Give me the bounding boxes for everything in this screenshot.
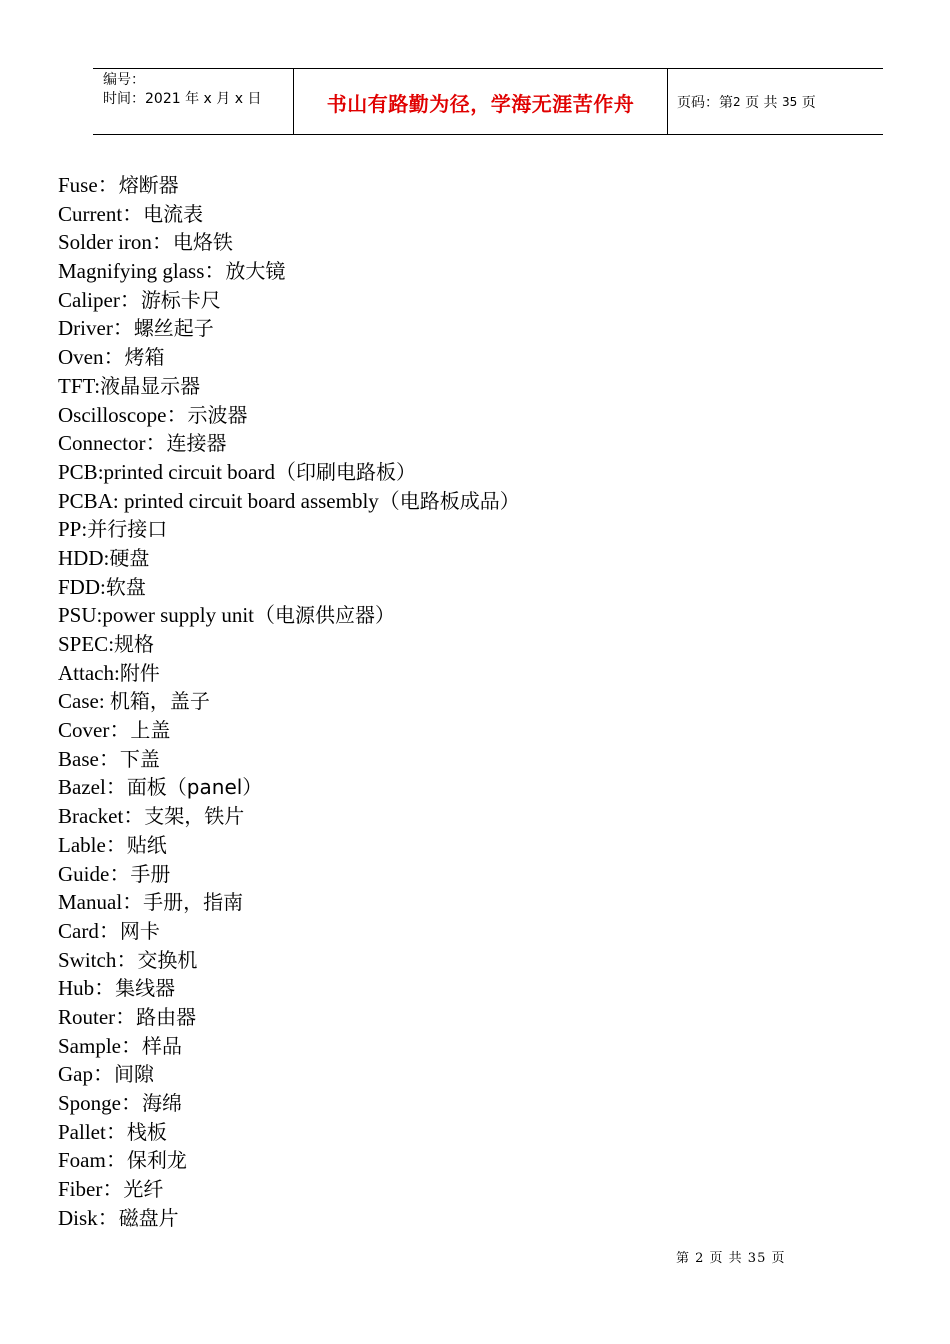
glossary-entry	[58, 601, 520, 630]
glossary-term: Caliper：	[58, 287, 141, 312]
glossary-term: TFT:	[58, 373, 101, 398]
glossary-translation: 手册，指南	[143, 890, 244, 915]
glossary-entry	[58, 630, 520, 659]
glossary-translation: 间隙	[114, 1062, 154, 1087]
glossary-term: Bracket：	[58, 804, 145, 829]
glossary-translation: 规格	[114, 632, 155, 656]
glossary-translation: 贴纸	[126, 832, 167, 857]
glossary-translation: 海绵	[142, 1091, 182, 1115]
glossary-term: Pallet：	[58, 1119, 127, 1144]
page-info-suffix: 页	[801, 95, 816, 111]
glossary-term: HDD:	[58, 545, 110, 570]
glossary-term: PSU:power supply unit（	[58, 603, 276, 628]
glossary-entry	[58, 1204, 520, 1233]
glossary-entry	[58, 1118, 520, 1147]
glossary-term: Base：	[58, 746, 120, 771]
page-footer: 第 2 页 共 35 页	[676, 1251, 786, 1266]
document-header	[93, 68, 883, 135]
glossary-translation: 并行接口	[87, 517, 168, 542]
glossary-translation: 保利龙	[126, 1148, 187, 1173]
glossary-translation: 磁盘片	[118, 1205, 179, 1230]
glossary-translation: 光纤	[123, 1177, 164, 1202]
glossary-translation: 电源供应器）	[275, 603, 396, 628]
glossary-term: FDD:	[58, 574, 106, 599]
glossary-translation: 螺丝起子	[133, 316, 214, 341]
glossary-entry	[58, 257, 520, 286]
glossary-term: Sponge：	[58, 1091, 142, 1115]
glossary-list	[58, 171, 520, 1232]
glossary-term: Lable：	[58, 832, 127, 857]
glossary-translation: 栈板	[126, 1119, 167, 1144]
glossary-term: Disk：	[58, 1205, 119, 1230]
glossary-term: Card：	[58, 918, 120, 943]
glossary-term: Current：	[58, 201, 144, 226]
glossary-translation: 印刷电路板）	[295, 459, 416, 484]
glossary-term: Cover：	[58, 718, 131, 743]
glossary-translation: 下盖	[119, 746, 160, 771]
glossary-translation: 网卡	[119, 918, 160, 943]
glossary-entry	[58, 1146, 520, 1175]
glossary-term: Gap：	[58, 1062, 114, 1087]
document-time-label: 时间：2021 年 x 月 x 日	[103, 91, 262, 107]
page-info-current: 2	[733, 95, 741, 109]
glossary-translation: 支架，铁片	[144, 804, 245, 829]
glossary-entry	[58, 343, 520, 372]
page-info-mid: 页 共	[745, 95, 778, 111]
glossary-entry	[58, 286, 520, 315]
glossary-term: Magnifying glass：	[58, 259, 226, 284]
glossary-term: Switch：	[58, 947, 138, 972]
glossary-entry	[58, 946, 520, 975]
glossary-translation: 熔断器	[118, 173, 179, 197]
glossary-translation: 连接器	[166, 431, 227, 456]
glossary-term: Case:	[58, 689, 110, 714]
glossary-entry	[58, 888, 520, 917]
glossary-term: Oscilloscope：	[58, 402, 188, 427]
glossary-entry	[58, 487, 520, 516]
glossary-term: Connector：	[58, 431, 167, 456]
glossary-term: SPEC:	[58, 632, 115, 656]
glossary-entry	[58, 1060, 520, 1089]
glossary-term: PP:	[58, 517, 88, 542]
glossary-entry	[58, 974, 520, 1003]
glossary-entry	[58, 200, 520, 229]
glossary-entry	[58, 745, 520, 774]
glossary-translation: 硬盘	[109, 545, 150, 570]
page-info-prefix: 页码：第	[677, 95, 733, 111]
glossary-translation: 样品	[142, 1033, 182, 1058]
glossary-entry	[58, 659, 520, 688]
glossary-translation: 液晶显示器	[100, 373, 201, 398]
glossary-translation: 电流表	[143, 201, 204, 226]
glossary-translation: 示波器	[187, 402, 248, 427]
glossary-translation: 上盖	[130, 718, 171, 743]
header-meta-cell	[93, 69, 294, 135]
glossary-term: Driver：	[58, 316, 134, 341]
glossary-entry	[58, 573, 520, 602]
glossary-entry	[58, 831, 520, 860]
header-motto: 书山有路勤为径，学海无涯苦作舟	[294, 69, 668, 135]
glossary-term: Attach:	[58, 660, 120, 685]
glossary-entry	[58, 544, 520, 573]
glossary-entry	[58, 773, 520, 802]
glossary-entry	[58, 228, 520, 257]
glossary-entry	[58, 802, 520, 831]
document-number-label: 编号：	[103, 72, 145, 88]
page-info-total: 35	[782, 95, 798, 109]
glossary-term: Manual：	[58, 890, 144, 915]
glossary-translation: 电路板成品）	[399, 488, 520, 513]
glossary-entry	[58, 314, 520, 343]
glossary-entry	[58, 429, 520, 458]
glossary-entry	[58, 1003, 520, 1032]
glossary-translation: 交换机	[137, 947, 198, 972]
glossary-entry	[58, 1089, 520, 1118]
glossary-entry	[58, 687, 520, 716]
glossary-translation: 路由器	[136, 1004, 197, 1029]
glossary-translation: 烤箱	[124, 345, 165, 370]
glossary-term: Bazel：	[58, 775, 127, 800]
glossary-term: Fuse：	[58, 173, 119, 197]
glossary-translation: 机箱，盖子	[109, 689, 210, 714]
glossary-translation: 软盘	[105, 574, 146, 599]
glossary-translation: 集线器	[115, 976, 176, 1001]
glossary-term: Oven：	[58, 345, 125, 370]
glossary-translation: 游标卡尺	[140, 287, 221, 312]
glossary-term: Router：	[58, 1004, 137, 1029]
glossary-translation: 放大镜	[225, 259, 286, 284]
glossary-entry	[58, 1175, 520, 1204]
header-page-info	[668, 69, 883, 135]
glossary-term: Guide：	[58, 861, 131, 886]
glossary-term: PCB:printed circuit board（	[58, 459, 296, 484]
glossary-translation: 附件	[119, 660, 160, 685]
glossary-term: Hub：	[58, 976, 116, 1001]
glossary-term: Solder iron：	[58, 230, 173, 255]
glossary-entry	[58, 401, 520, 430]
glossary-entry	[58, 1032, 520, 1061]
glossary-translation: 电烙铁	[172, 230, 233, 255]
glossary-entry	[58, 171, 520, 200]
glossary-term: Sample：	[58, 1033, 142, 1058]
glossary-entry	[58, 372, 520, 401]
glossary-entry	[58, 917, 520, 946]
glossary-translation: 面板（panel）	[126, 775, 263, 800]
glossary-entry	[58, 515, 520, 544]
glossary-entry	[58, 458, 520, 487]
glossary-entry	[58, 716, 520, 745]
glossary-translation: 手册	[130, 861, 171, 886]
glossary-term: Foam：	[58, 1148, 127, 1173]
glossary-term: PCBA: printed circuit board assembly（	[58, 488, 400, 513]
glossary-term: Fiber：	[58, 1177, 124, 1202]
glossary-entry	[58, 860, 520, 889]
